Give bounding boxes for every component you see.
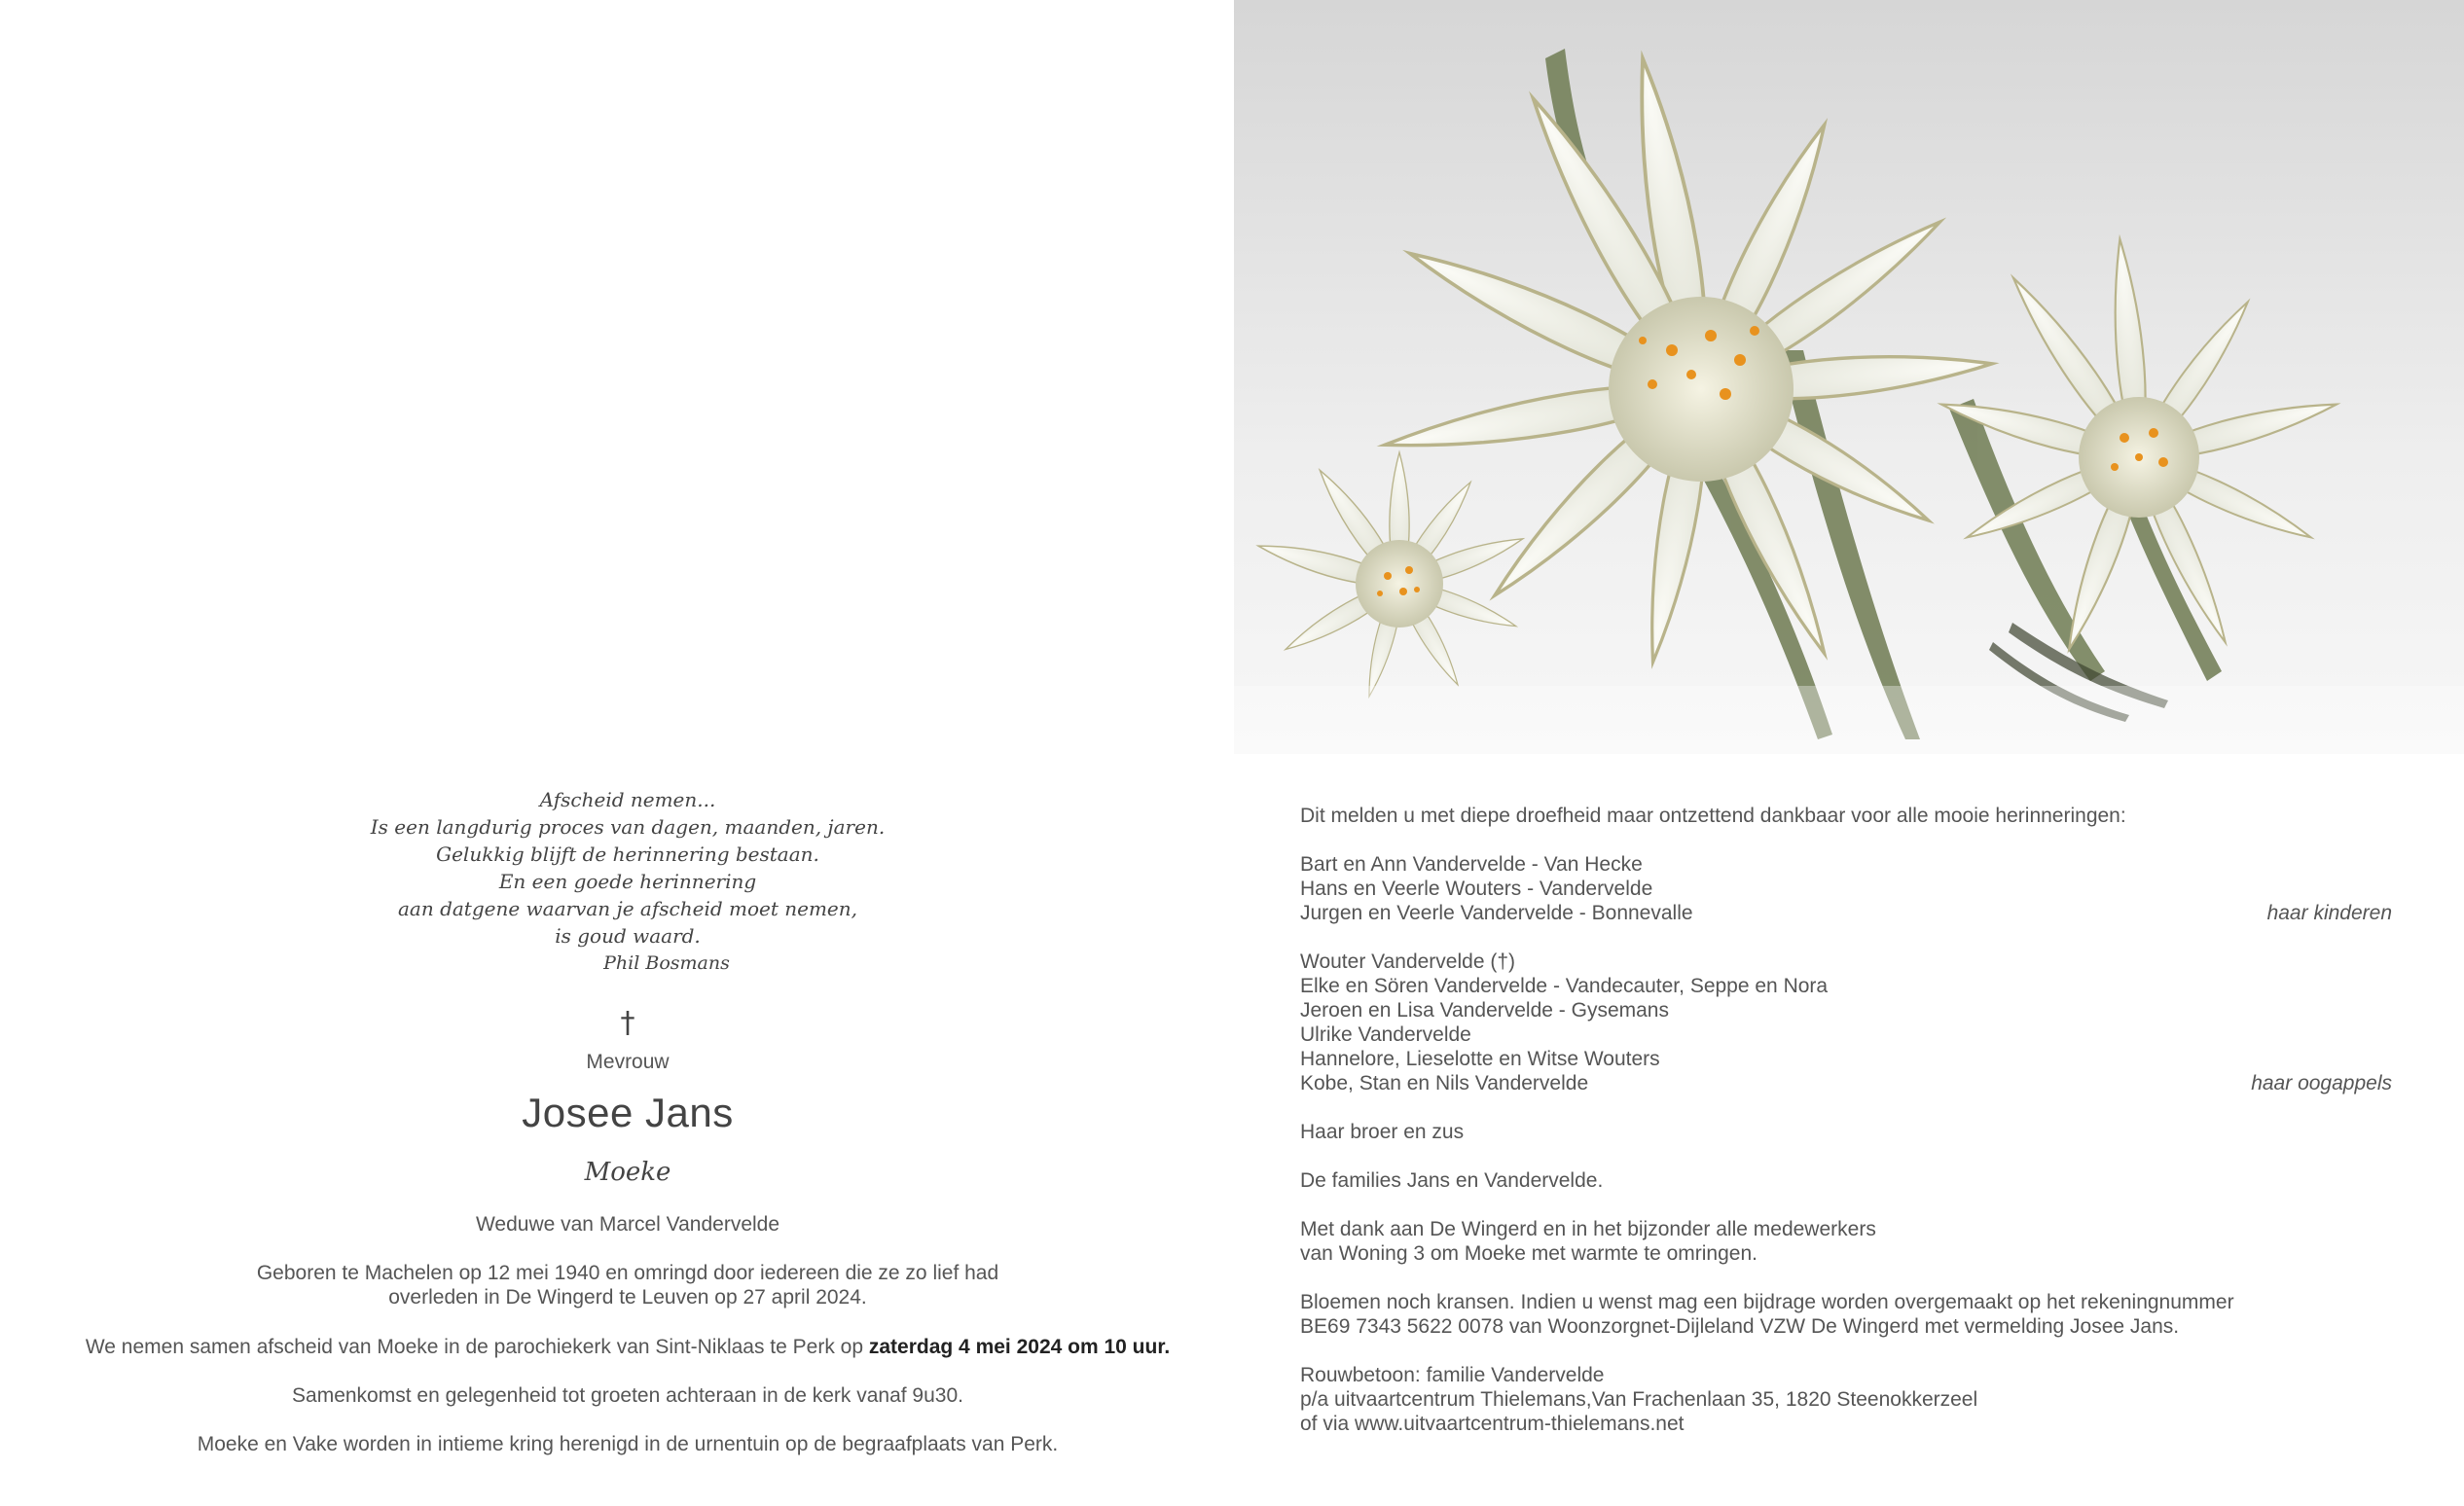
funeral-intro: We nemen samen afscheid van Moeke in de parochiekerk van Sint-Niklaas te Perk op: [85, 1336, 869, 1358]
grandchild-entry: Jeroen en Lisa Vandervelde - Gysemans: [1300, 999, 1669, 1022]
right-page: [1234, 0, 2464, 1506]
families-entry: De families Jans en Vandervelde.: [1300, 1169, 1604, 1192]
announcement-intro: Dit melden u met diepe droefheid maar ontzettend dankbaar voor alle mooie herinneringen:: [1300, 805, 2126, 827]
edelweiss-photo: [1234, 0, 2464, 754]
birth-death-info: [0, 1261, 1255, 1309]
edelweiss-illustration: [1234, 0, 2464, 754]
poem-line: En een goede herinnering: [498, 870, 757, 893]
funeral-info: [0, 1335, 1255, 1359]
child-entry: Jurgen en Veerle Vandervelde - Bonnevalle: [1300, 902, 1693, 924]
thanks-line: Met dank aan De Wingerd en in het bijzonder alle medewerkers: [1300, 1218, 1876, 1240]
funeral-datetime: zaterdag 4 mei 2024 om 10 uur.: [868, 1336, 1171, 1358]
poem-line: Is een langdurig proces van dagen, maanden, jaren.: [370, 815, 886, 839]
grandchild-entry: Hannelore, Lieselotte en Witse Wouters: [1300, 1048, 1660, 1070]
poem-line: is goud waard.: [555, 924, 701, 948]
poem-line: Afscheid nemen...: [539, 788, 716, 811]
nickname: Moeke: [584, 1158, 671, 1187]
honorific: Mevrouw: [586, 1051, 670, 1073]
announcement: [1300, 804, 2392, 1436]
poem: [0, 786, 1255, 977]
child-entry: Hans en Veerle Wouters - Vandervelde: [1300, 878, 1653, 900]
birth-line: Geboren te Machelen op 12 mei 1940 en omringd door iedereen die ze zo lief had: [256, 1262, 999, 1284]
deceased-name: Josee Jans: [522, 1090, 734, 1135]
cross-icon: †: [620, 1006, 635, 1040]
donation-line: BE69 7343 5622 0078 van Woonzorgnet-Dijleland VZW De Wingerd met vermelding Josee Jans.: [1300, 1315, 2180, 1338]
grandchild-entry: Wouter Vandervelde (†): [1300, 950, 1516, 973]
condolence-website: of via www.uitvaartcentrum-thielemans.net: [1300, 1413, 1685, 1435]
gathering-info: Samenkomst en gelegenheid tot groeten achteraan in de kerk vanaf 9u30.: [292, 1384, 963, 1407]
condolence-line: Rouwbetoon: familie Vandervelde: [1300, 1364, 1605, 1386]
poem-line: Gelukkig blijft de herinnering bestaan.: [436, 843, 819, 866]
condolence-line: p/a uitvaartcentrum Thielemans,Van Frachenlaan 35, 1820 Steenokkerzeel: [1300, 1388, 1978, 1411]
grandchild-entry: Kobe, Stan en Nils Vandervelde: [1300, 1072, 1589, 1094]
death-line: overleden in De Wingerd te Leuven op 27 april 2024.: [388, 1286, 867, 1309]
grandchildren-tag: haar oogappels: [2251, 1072, 2392, 1094]
grandchild-entry: Elke en Sören Vandervelde - Vandecauter, Seppe en Nora: [1300, 975, 1829, 997]
widow-of: Weduwe van Marcel Vandervelde: [475, 1213, 780, 1236]
child-entry: Bart en Ann Vandervelde - Van Hecke: [1300, 853, 1643, 876]
poem-line: aan datgene waarvan je afscheid moet nemen,: [397, 897, 857, 920]
siblings-entry: Haar broer en zus: [1300, 1121, 1465, 1143]
grandchild-entry: Ulrike Vandervelde: [1300, 1023, 1471, 1046]
thanks-line: van Woning 3 om Moeke met warmte te omringen.: [1300, 1242, 1757, 1265]
poem-author: Phil Bosmans: [603, 952, 730, 974]
urn-info: Moeke en Vake worden in intieme kring herenigd in de urnentuin op de begraafplaats van Perk.: [197, 1433, 1059, 1455]
children-tag: haar kinderen: [2266, 902, 2392, 924]
donation-line: Bloemen noch kransen. Indien u wenst mag een bijdrage worden overgemaakt op het rekeningnummer: [1300, 1291, 2234, 1313]
